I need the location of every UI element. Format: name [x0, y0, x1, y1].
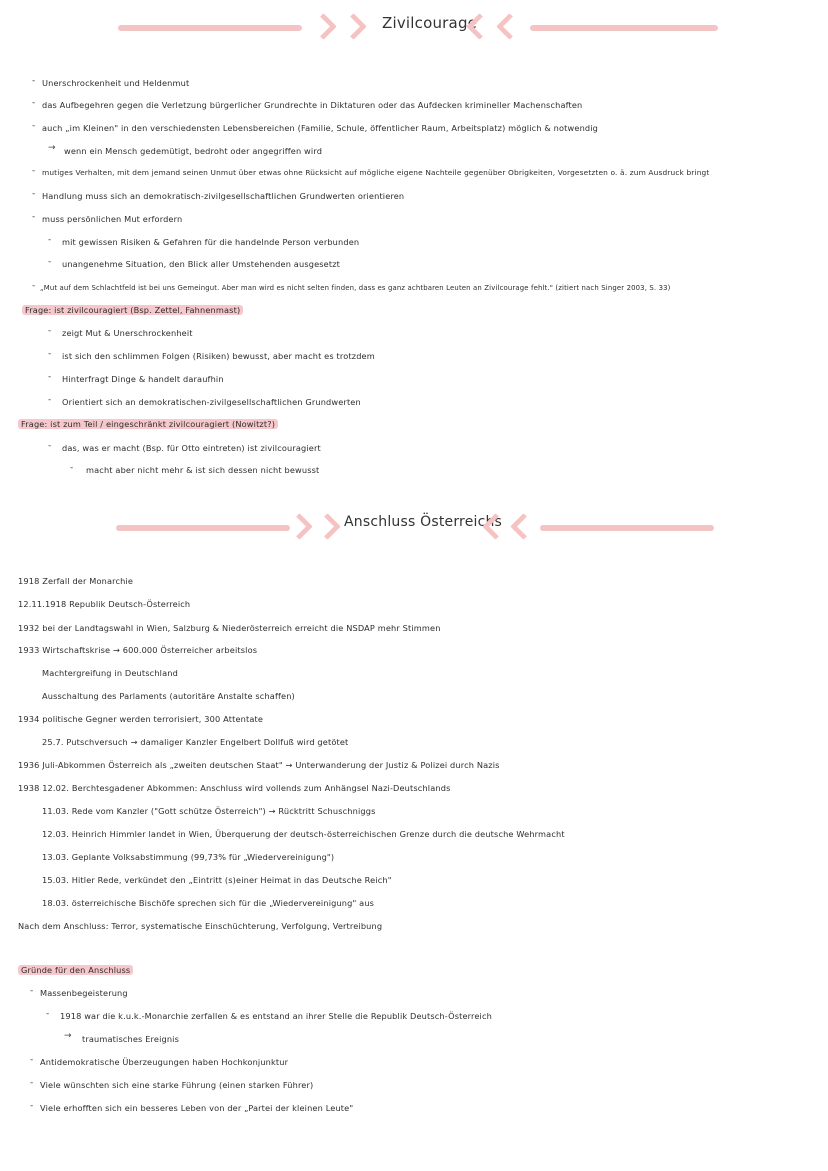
list-item: Handlung muss sich an demokratisch-zivilgesellschaftlichen Grundwerten orientieren [42, 191, 405, 201]
section-title: Anschluss Österreichs [344, 514, 503, 530]
notes-page: Zivilcourage - Unerschrockenheit und Heldenmut - das Aufbegehren gegen die Verletzung bürgerlicher Grundrechte in Diktaturen oder das Aufdecken krimineller Machenschaften - auch „im Kleinen" in den verschiedensten Lebensbereichen (Familie, Schule, öffentlicher Raum, Arbeitsplatz) möglich & notwendig → wenn ein Mensch gedemütigt, bedroht oder angegriffen wird - mutiges Verhalten, mit dem jemand seinen Unmut über etwas ohne Rücksicht auf mögliche eigene Nachteile gegenüber Obrigkeiten, Vorgesetzten o. ä. zum Ausdruck bringt - Handlung muss sich an demokratisch-zivilgesellschaftlichen Grundwerten orientieren - muss persönlichen Mut erfordern - mit gewissen Risiken & Gefahren für die handelnde Person verbunden - unangenehme Situation, den Blick aller Umstehenden ausgesetzt - „Mut auf dem Schlachtfeld ist bei uns Gemeingut. Aber man wird es nicht selten finden, dass es ganz achtbaren Leuten an Zivilcourage fehlt." (zitiert nach Singer 2003, S. 33) Frage: ist zivilcouragiert (Bsp. Zettel, Fahnenmast) - zeigt Mut & Unerschrockenheit - ist sich den schlimmen Folgen (Risiken) bewusst, aber macht es trotzdem - Hinterfragt Dinge & handelt daraufhin - Orientiert sich an demokratischen-zivilgesellschaftlichen Grundwerten Frage: ist zum Teil / eingeschränkt zivilcouragiert (Nowitzt?) - das, was er macht (Bsp. für Otto eintreten) ist zivilcouragiert - macht aber nicht mehr & ist sich dessen nicht bewusst Anschluss Österreichs 1918 Zerfall der Monarchie 12.11.1918 Republik Deutsch-Österreich 1932 bei der Landtagswahl in Wien, Salzburg & Niederösterreich erreicht die NSDAP mehr Stimmen 1933 Wirtschaftskrise → 600.000 Österreicher arbeitslos Machtergreifung in Deutschland Ausschaltung des Parlaments (autoritäre Anstalte schaffen) 1934 politische Gegner werden terrorisiert, 300 Attentate 25.7. Putschversuch → damaliger Kanzler Engelbert Dollfuß wird getötet 1936 Juli-Abkommen Österreich als „zweiten deutschen Staat" → Unterwanderung der Justiz & Polizei durch Nazis 1938 12.02. Berchtesgadener Abkommen: Anschluss wird vollends zum Anhängsel Nazi-Deutschlands 11.03. Rede vom Kanzler ("Gott schütze Österreich") → Rücktritt Schuschniggs 12.03. Heinrich Himmler landet in Wien, Überquerung der deutsch-österreichischen Grenze durch die deutsche Wehrmacht 13.03. Geplante Volksabstimmung (99,73% für „Wiedervereinigung") 15.03. Hitler Rede, verkündet den „Eintritt (s)einer Heimat in das Deutsche Reich" 18.03. österreichische Bischöfe sprechen sich für die „Wiedervereinigung" aus Nach dem Anschluss: Terror, systematische Einschüchterung, Verfolgung, Vertreibung Gründe für den Anschluss - Massenbegeisterung - 1918 war die k.u.k.-Monarchie zerfallen & es entstand an ihrer Stelle die Republik Deutsch-Österreich → traumatisches Ereignis - Antidemokratische Überzeugungen haben Hochkonjunktur - Viele wünschten sich eine starke Führung (einen starken Führer) - Viele erhofften sich ein besseres Leben von der „Partei der kleinen Leute" [0, 0, 828, 1171]
question-heading: Frage: ist zivilcouragiert (Bsp. Zettel, Fahnenmast) [22, 304, 243, 316]
chevron-right-icon [340, 13, 367, 40]
timeline-item: 13.03. Geplante Volksabstimmung (99,73% für „Wiedervereinigung") [42, 852, 335, 862]
list-item: das, was er macht (Bsp. für Otto eintreten) ist zivilcouragiert [62, 443, 321, 453]
quote-item: „Mut auf dem Schlachtfeld ist bei uns Gemeingut. Aber man wird es nicht selten finden, dass es ganz achtbaren Leuten an Zivilcourage fehlt." (zitiert nach Singer 2003, S. 33) [40, 284, 671, 292]
list-item: 1918 war die k.u.k.-Monarchie zerfallen & es entstand an ihrer Stelle die Republik Deutsch-Österreich [60, 1011, 492, 1021]
timeline-item: 25.7. Putschversuch → damaliger Kanzler Engelbert Dollfuß wird getötet [42, 737, 349, 747]
question-heading: Frage: ist zum Teil / eingeschränkt zivilcouragiert (Nowitzt?) [18, 418, 278, 430]
list-item: muss persönlichen Mut erfordern [42, 214, 183, 224]
list-item: Unerschrockenheit und Heldenmut [42, 78, 190, 88]
banner-bar-right [540, 525, 714, 531]
section-heading: Gründe für den Anschluss [18, 964, 133, 976]
list-item: traumatisches Ereignis [82, 1034, 180, 1044]
header-banner-zivilcourage [0, 8, 828, 48]
banner-bar-right [530, 25, 718, 31]
chevron-left-icon [496, 13, 523, 40]
list-item: Massenbegeisterung [40, 988, 128, 998]
chevron-left-icon [510, 513, 537, 540]
list-item: ist sich den schlimmen Folgen (Risiken) bewusst, aber macht es trotzdem [62, 351, 375, 361]
timeline-item: 1918 Zerfall der Monarchie [18, 576, 134, 586]
timeline-item: 1936 Juli-Abkommen Österreich als „zweiten deutschen Staat" → Unterwanderung der Justiz & Polizei durch Nazis [18, 760, 500, 770]
timeline-item: 1933 Wirtschaftskrise → 600.000 Österreicher arbeitslos [18, 645, 258, 655]
section-title: Zivilcourage [382, 14, 478, 32]
list-item: mit gewissen Risiken & Gefahren für die handelnde Person verbunden [62, 237, 360, 247]
list-item: mutiges Verhalten, mit dem jemand seinen Unmut über etwas ohne Rücksicht auf mögliche eigene Nachteile gegenüber Obrigkeiten, Vorgesetzten o. ä. zum Ausdruck bringt [42, 168, 710, 177]
list-item: das Aufbegehren gegen die Verletzung bürgerlicher Grundrechte in Diktaturen oder das Aufdecken krimineller Machenschaften [42, 100, 583, 110]
timeline-item: 11.03. Rede vom Kanzler ("Gott schütze Österreich") → Rücktritt Schuschniggs [42, 806, 376, 816]
list-item: Antidemokratische Überzeugungen haben Hochkonjunktur [40, 1057, 289, 1067]
list-item: macht aber nicht mehr & ist sich dessen nicht bewusst [86, 465, 320, 475]
chevron-right-icon [314, 513, 341, 540]
banner-bar-left [116, 525, 290, 531]
timeline-item: 15.03. Hitler Rede, verkündet den „Eintritt (s)einer Heimat in das Deutsche Reich" [42, 875, 392, 885]
list-item: wenn ein Mensch gedemütigt, bedroht oder angegriffen wird [64, 146, 323, 156]
list-item: unangenehme Situation, den Blick aller Umstehenden ausgesetzt [62, 259, 341, 269]
timeline-item: 1934 politische Gegner werden terrorisiert, 300 Attentate [18, 714, 264, 724]
timeline-item: 12.03. Heinrich Himmler landet in Wien, Überquerung der deutsch-österreichischen Grenze durch die deutsche Wehrmacht [42, 829, 565, 839]
header-banner-anschluss [0, 508, 828, 548]
timeline-item: Nach dem Anschluss: Terror, systematische Einschüchterung, Verfolgung, Vertreibung [18, 921, 383, 931]
timeline-item: 12.11.1918 Republik Deutsch-Österreich [18, 599, 191, 609]
list-item: Orientiert sich an demokratischen-zivilgesellschaftlichen Grundwerten [62, 397, 361, 407]
list-item: Hinterfragt Dinge & handelt daraufhin [62, 374, 224, 384]
chevron-right-icon [310, 13, 337, 40]
timeline-item: Ausschaltung des Parlaments (autoritäre Anstalte schaffen) [42, 691, 295, 701]
chevron-right-icon [286, 513, 313, 540]
timeline-item: Machtergreifung in Deutschland [42, 668, 178, 678]
timeline-item: 18.03. österreichische Bischöfe sprechen sich für die „Wiedervereinigung" aus [42, 898, 375, 908]
list-item: Viele erhofften sich ein besseres Leben von der „Partei der kleinen Leute" [40, 1103, 354, 1113]
list-item: zeigt Mut & Unerschrockenheit [62, 328, 193, 338]
list-item: auch „im Kleinen" in den verschiedensten Lebensbereichen (Familie, Schule, öffentlicher Raum, Arbeitsplatz) möglich & notwendig [42, 123, 599, 133]
timeline-item: 1938 12.02. Berchtesgadener Abkommen: Anschluss wird vollends zum Anhängsel Nazi-Deutschlands [18, 783, 451, 793]
list-item: Viele wünschten sich eine starke Führung (einen starken Führer) [40, 1080, 314, 1090]
banner-bar-left [118, 25, 302, 31]
timeline-item: 1932 bei der Landtagswahl in Wien, Salzburg & Niederösterreich erreicht die NSDAP mehr Stimmen [18, 623, 441, 633]
